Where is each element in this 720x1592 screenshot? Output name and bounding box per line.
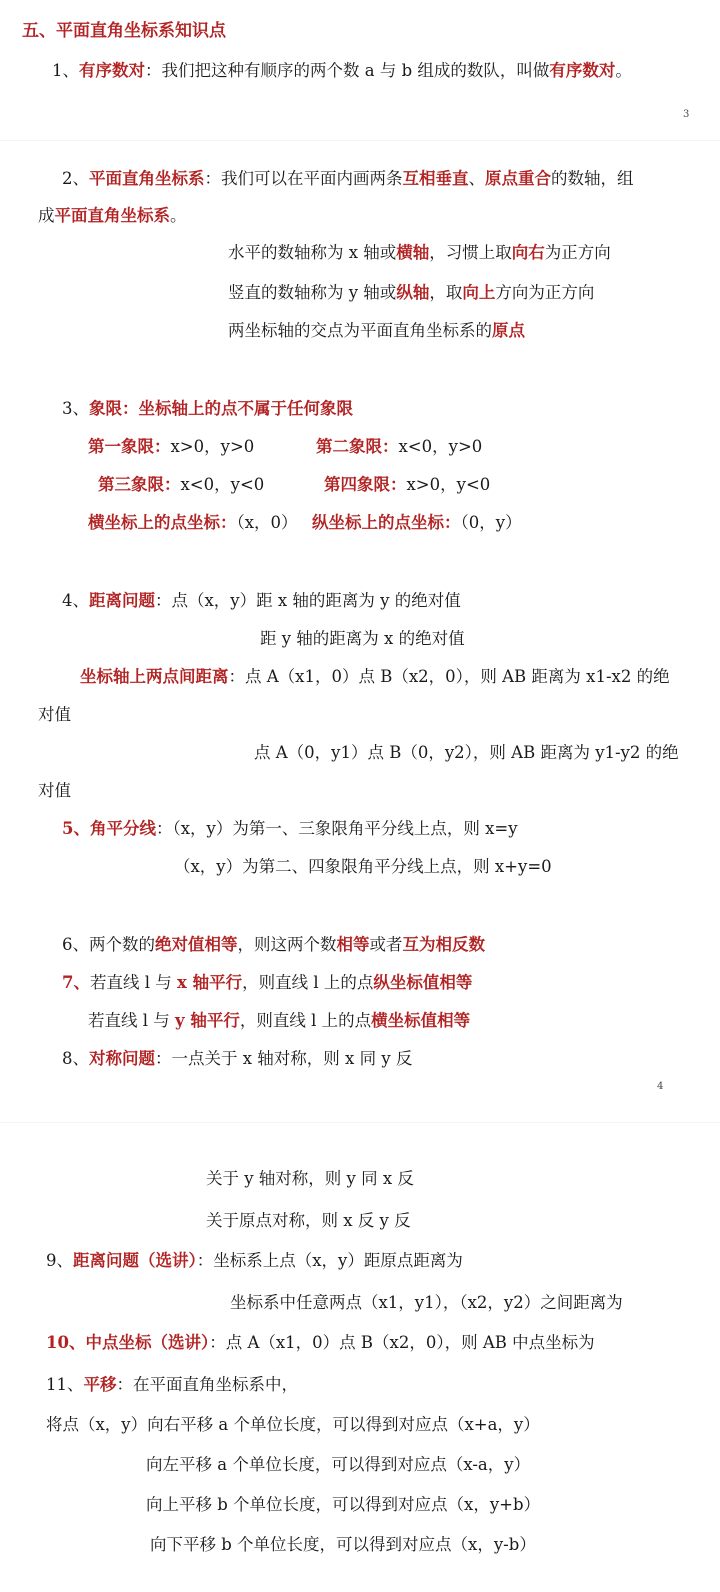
label: 第一象限： — [88, 437, 171, 456]
item-8 — [62, 1048, 412, 1070]
text: ，则这两个数 — [237, 935, 337, 954]
item-5 — [62, 818, 518, 840]
page-number: 4 — [657, 1081, 664, 1092]
keyword: 向右 — [511, 243, 545, 262]
section-heading: 五、平面直角坐标系知识点 — [22, 21, 226, 41]
translate-down: 向下平移 b 个单位长度，可以得到对应点（x，y-b） — [150, 1535, 536, 1554]
keyword: 互为相反数 — [402, 935, 485, 954]
label: 第二象限： — [316, 437, 399, 456]
item-4-line-3b: 对值 — [38, 705, 71, 724]
item-11 — [46, 1374, 298, 1396]
text: ，习惯上取 — [429, 243, 512, 262]
keyword: 原点重合 — [485, 169, 551, 188]
keyword: 横坐标值相等 — [371, 1011, 471, 1030]
item-4-line-3 — [80, 666, 670, 688]
item-number: 9、 — [46, 1251, 73, 1270]
page-break — [0, 140, 720, 141]
page-number: 3 — [683, 109, 690, 120]
keyword: 向上 — [462, 283, 496, 302]
text: 为正方向 — [544, 243, 611, 262]
horizontal-axis-line — [228, 242, 611, 264]
quadrant-1 — [88, 436, 254, 458]
text: 或者 — [369, 935, 403, 954]
text: 。 — [615, 61, 632, 80]
item-2 — [62, 168, 634, 190]
value: （x，0） — [236, 513, 298, 532]
quadrant-3 — [98, 474, 264, 496]
term: 平面直角坐标系 — [89, 169, 205, 188]
keyword: 相等 — [336, 935, 370, 954]
label: 第四象限： — [324, 475, 407, 494]
item-3 — [62, 398, 353, 420]
term: 角平分线 — [89, 819, 156, 838]
translate-up: 向上平移 b 个单位长度，可以得到对应点（x，y+b） — [146, 1495, 541, 1514]
value: （0，y） — [460, 513, 522, 532]
term: 距离问题 — [89, 591, 155, 610]
condition: x<0，y<0 — [180, 475, 265, 494]
label: 纵坐标上的点坐标： — [312, 513, 461, 532]
item-number: 2、 — [62, 169, 89, 188]
translate-right: 将点（x，y）向右平移 a 个单位长度，可以得到对应点（x+a，y） — [46, 1415, 540, 1434]
keyword: x 轴平行 — [177, 973, 243, 992]
origin-line — [228, 320, 525, 342]
term: 平移 — [83, 1375, 117, 1394]
translate-left: 向左平移 a 个单位长度，可以得到对应点（x-a，y） — [146, 1455, 531, 1474]
term: 坐标轴上两点间距离 — [80, 667, 229, 686]
keyword: 纵轴 — [396, 283, 430, 302]
item-number: 1、 — [52, 61, 79, 80]
text: ：一点关于 x 轴对称，则 x 同 y 反 — [155, 1049, 413, 1068]
item-number: 4、 — [62, 591, 89, 610]
label: 横坐标上的点坐标： — [88, 513, 237, 532]
item-9-line-2: 坐标系中任意两点（x1，y1），（x2，y2）之间距离为 — [230, 1293, 623, 1312]
text: 、 — [468, 169, 485, 188]
quadrant-2 — [316, 436, 482, 458]
term: 对称问题 — [89, 1049, 155, 1068]
item-number: 10、 — [46, 1333, 86, 1352]
item-1 — [52, 60, 632, 82]
item-7 — [62, 972, 472, 994]
text: ：（x，y）为第一、三象限角平分线上点，则 x=y — [155, 819, 518, 838]
page-break — [0, 1122, 720, 1123]
text: ：坐标系上点（x，y）距原点距离为 — [196, 1251, 463, 1270]
text: 竖直的数轴称为 y 轴或 — [228, 283, 397, 302]
text: 水平的数轴称为 x 轴或 — [228, 243, 397, 262]
text: 。 — [170, 206, 187, 225]
item-number: 5、 — [62, 819, 90, 838]
item-5-line-2: （x，y）为第二、四象限角平分线上点，则 x+y=0 — [174, 857, 552, 876]
text: 若直线 l 与 — [89, 973, 177, 992]
vertical-axis-line — [228, 282, 594, 304]
text: 方向为正方向 — [495, 283, 595, 302]
label: 第三象限： — [98, 475, 181, 494]
term: 距离问题（选讲） — [73, 1251, 197, 1270]
item-number: 7、 — [62, 973, 90, 992]
text: ，则直线 l 上的点 — [242, 973, 374, 992]
item-4-line-4: 点 A（0，y1）点 B（0，y2），则 AB 距离为 y1-y2 的绝 — [254, 743, 679, 762]
text: ：我们把这种有顺序的两个数 a 与 b 组成的数队，叫做 — [145, 61, 550, 80]
keyword: y 轴平行 — [175, 1011, 240, 1030]
text: ：点（x，y）距 x 轴的距离为 y 的绝对值 — [155, 591, 461, 610]
term: 有序数对 — [79, 61, 145, 80]
quadrant-4 — [324, 474, 490, 496]
text: 的数轴，组 — [551, 169, 634, 188]
item-4-line-4b: 对值 — [38, 781, 71, 800]
keyword: 绝对值相等 — [155, 935, 238, 954]
condition: x<0，y>0 — [398, 437, 483, 456]
item-9 — [46, 1250, 463, 1272]
keyword: 原点 — [492, 321, 525, 340]
item-number: 8、 — [62, 1049, 89, 1068]
y-axis-point — [312, 512, 522, 534]
keyword: 纵坐标值相等 — [373, 973, 473, 992]
condition: x>0，y<0 — [406, 475, 491, 494]
text: 两坐标轴的交点为平面直角坐标系的 — [228, 321, 492, 340]
keyword: 互相垂直 — [402, 169, 469, 188]
item-number: 6、 — [62, 935, 89, 954]
item-10 — [46, 1332, 595, 1354]
item-8-line-3: 关于原点对称，则 x 反 y 反 — [206, 1211, 411, 1230]
text: ：点 A（x1，0）点 B（x2，0），则 AB 中点坐标为 — [209, 1333, 595, 1352]
text: ，则直线 l 上的点 — [239, 1011, 372, 1030]
text: ：我们可以在平面内画两条 — [204, 169, 403, 188]
item-4-line-2: 距 y 轴的距离为 x 的绝对值 — [260, 629, 465, 648]
text: ，取 — [429, 283, 463, 302]
item-6 — [62, 934, 485, 956]
text: 两个数的 — [89, 935, 155, 954]
text: ：点 A（x1，0）点 B（x2，0），则 AB 距离为 x1-x2 的绝 — [228, 667, 670, 686]
text: 成 — [38, 206, 55, 225]
keyword: 横轴 — [396, 243, 430, 262]
text: ：在平面直角坐标系中， — [116, 1375, 298, 1394]
item-4 — [62, 590, 461, 612]
text: 若直线 l 与 — [88, 1011, 176, 1030]
term: 平面直角坐标系 — [54, 206, 170, 225]
item-2-cont — [38, 205, 187, 227]
term: 中点坐标（选讲） — [85, 1333, 210, 1352]
item-number: 11、 — [46, 1375, 84, 1394]
term: 有序数对 — [549, 61, 616, 80]
item-8-line-2: 关于 y 轴对称，则 y 同 x 反 — [206, 1169, 414, 1188]
x-axis-point — [88, 512, 298, 534]
title: 象限：坐标轴上的点不属于任何象限 — [89, 399, 353, 418]
item-7-line-2 — [88, 1010, 470, 1032]
condition: x>0，y>0 — [170, 437, 255, 456]
item-number: 3、 — [62, 399, 89, 418]
